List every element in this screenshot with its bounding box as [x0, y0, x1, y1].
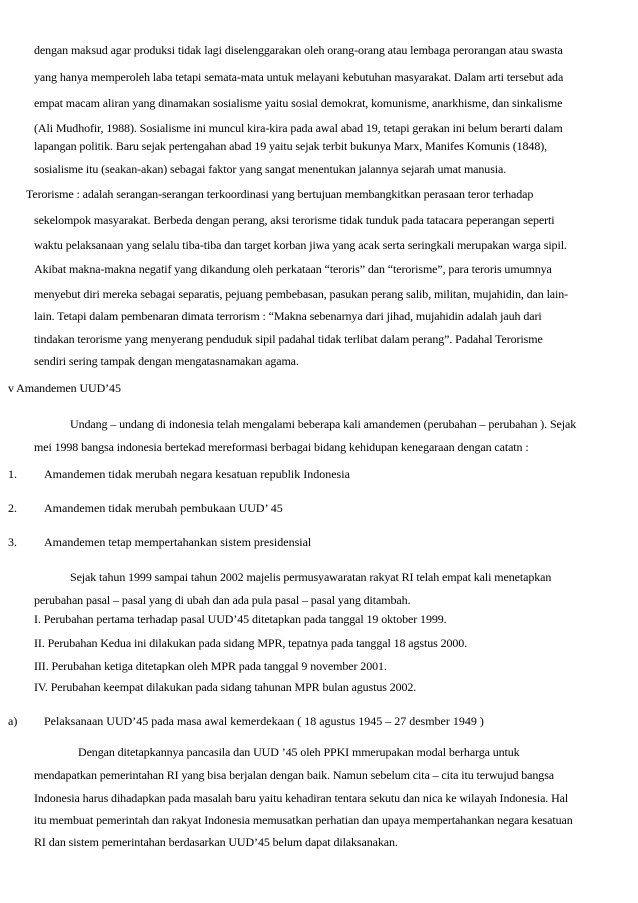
- list-number: 3.: [8, 535, 17, 549]
- paragraph-line: itu membuat pemerintah dan rakyat Indonesia memusatkan perhatian dan upaya mempertahankan negara kesatuan: [34, 813, 573, 827]
- paragraph-line: Dengan ditetapkannya pancasila dan UUD ’45 oleh PPKI mmerupakan modal berharga untuk: [78, 745, 520, 759]
- paragraph-line: RI dan sistem pemerintahan berdasarkan UUD’45 belum dapat dilaksanakan.: [34, 835, 398, 849]
- paragraph-line: mendapatkan pemerintahan RI yang bisa berjalan dengan baik. Namun sebelum cita – cita itu terwujud bangsa: [34, 768, 554, 782]
- change-item: III. Perubahan ketiga ditetapkan oleh MPR pada tanggal 9 november 2001.: [34, 659, 387, 673]
- paragraph-line: tindakan terorisme yang menyerang penduduk sipil padahal tidak terlibat dalam perang”. Padahal Terorisme: [34, 332, 543, 346]
- list-text: Amandemen tetap mempertahankan sistem presidensial: [44, 535, 312, 549]
- sub-heading-number: a): [8, 714, 18, 728]
- list-number: 1.: [8, 467, 17, 481]
- list-number: 2.: [8, 501, 17, 515]
- paragraph-line: lapangan politik. Baru sejak pertengahan abad 19 yaitu sejak terbit bukunya Marx, Manifes Komunis (1848),: [34, 139, 548, 153]
- paragraph-line: menyebut diri mereka sebagai separatis, pejuang pembebasan, pasukan perang salib, militan, mujahidin, dan lain-: [34, 287, 569, 301]
- paragraph-line: sekelompok masyarakat. Berbeda dengan perang, aksi terorisme tidak tunduk pada tatacara peperangan seperti: [34, 213, 555, 227]
- sub-heading-text: Pelaksanaan UUD’45 pada masa awal kemerdekaan ( 18 agustus 1945 – 27 desmber 1949 ): [44, 714, 484, 728]
- list-text: Amandemen tidak merubah pembukaan UUD’ 45: [44, 501, 283, 515]
- paragraph-line: perubahan pasal – pasal yang di ubah dan ada pula pasal – pasal yang ditambah.: [34, 593, 411, 607]
- change-item: IV. Perubahan keempat dilakukan pada sidang tahunan MPR bulan agustus 2002.: [34, 680, 417, 694]
- paragraph-line: waktu pelaksanaan yang selalu tiba-tiba dan target korban jiwa yang acak serta seringkali merupakan warga sipil.: [34, 238, 567, 252]
- paragraph-line: lain. Tetapi dalam pembenaran dimata terrorism : “Makna sebenarnya dari jihad, mujahidin adalah jauh dari: [34, 309, 542, 323]
- change-item: I. Perubahan pertama terhadap pasal UUD’45 ditetapkan pada tanggal 19 oktober 1999.: [34, 612, 447, 626]
- paragraph-line: dengan maksud agar produksi tidak lagi diselenggarakan oleh orang-orang atau lembaga perorangan atau swasta: [34, 43, 563, 57]
- paragraph-line: Akibat makna-makna negatif yang dikandung oleh perkataan “teroris” dan “terorisme”, para teroris umumnya: [34, 262, 552, 276]
- paragraph-line: sosialisme itu (seakan-akan) sebagai faktor yang sangat menentukan jalannya sejarah umat manusia.: [34, 162, 507, 176]
- change-item: II. Perubahan Kedua ini dilakukan pada sidang MPR, tepatnya pada tanggal 18 agstus 2000.: [34, 636, 468, 650]
- paragraph-line: Indonesia harus dihadapkan pada masalah baru yaitu kehadiran tentara sekutu dan nica ke wilayah Indonesia. Hal: [34, 791, 569, 805]
- paragraph-line: (Ali Mudhofir, 1988). Sosialisme ini muncul kira-kira pada awal abad 19, tetapi gerakan ini belum berarti dalam: [34, 121, 563, 135]
- paragraph-line: sendiri sering tampak dengan mengatasnamakan agama.: [34, 354, 299, 368]
- paragraph-line: mei 1998 bangsa indonesia bertekad mereformasi berbagai bidang kehidupan kenegaraan dengan catatn :: [34, 440, 529, 454]
- paragraph-line: Sejak tahun 1999 sampai tahun 2002 majelis permusyawaratan rakyat RI telah empat kali menetapkan: [70, 570, 552, 584]
- paragraph-line: Undang – undang di indonesia telah mengalami beberapa kali amandemen (perubahan – perubahan ). Sejak: [70, 417, 577, 431]
- list-text: Amandemen tidak merubah negara kesatuan republik Indonesia: [44, 467, 350, 481]
- paragraph-line: Terorisme : adalah serangan-serangan terkoordinasi yang bertujuan membangkitkan perasaan teror terhadap: [26, 187, 534, 201]
- paragraph-line: empat macam aliran yang dinamakan sosialisme yaitu sosial demokrat, komunisme, anarkhisme, dan sinkalisme: [34, 96, 563, 110]
- section-heading: v Amandemen UUD’45: [8, 381, 121, 395]
- paragraph-line: yang hanya memperoleh laba tetapi semata-mata untuk melayani kebutuhan masyarakat. Dalam arti tersebut ada: [34, 70, 564, 84]
